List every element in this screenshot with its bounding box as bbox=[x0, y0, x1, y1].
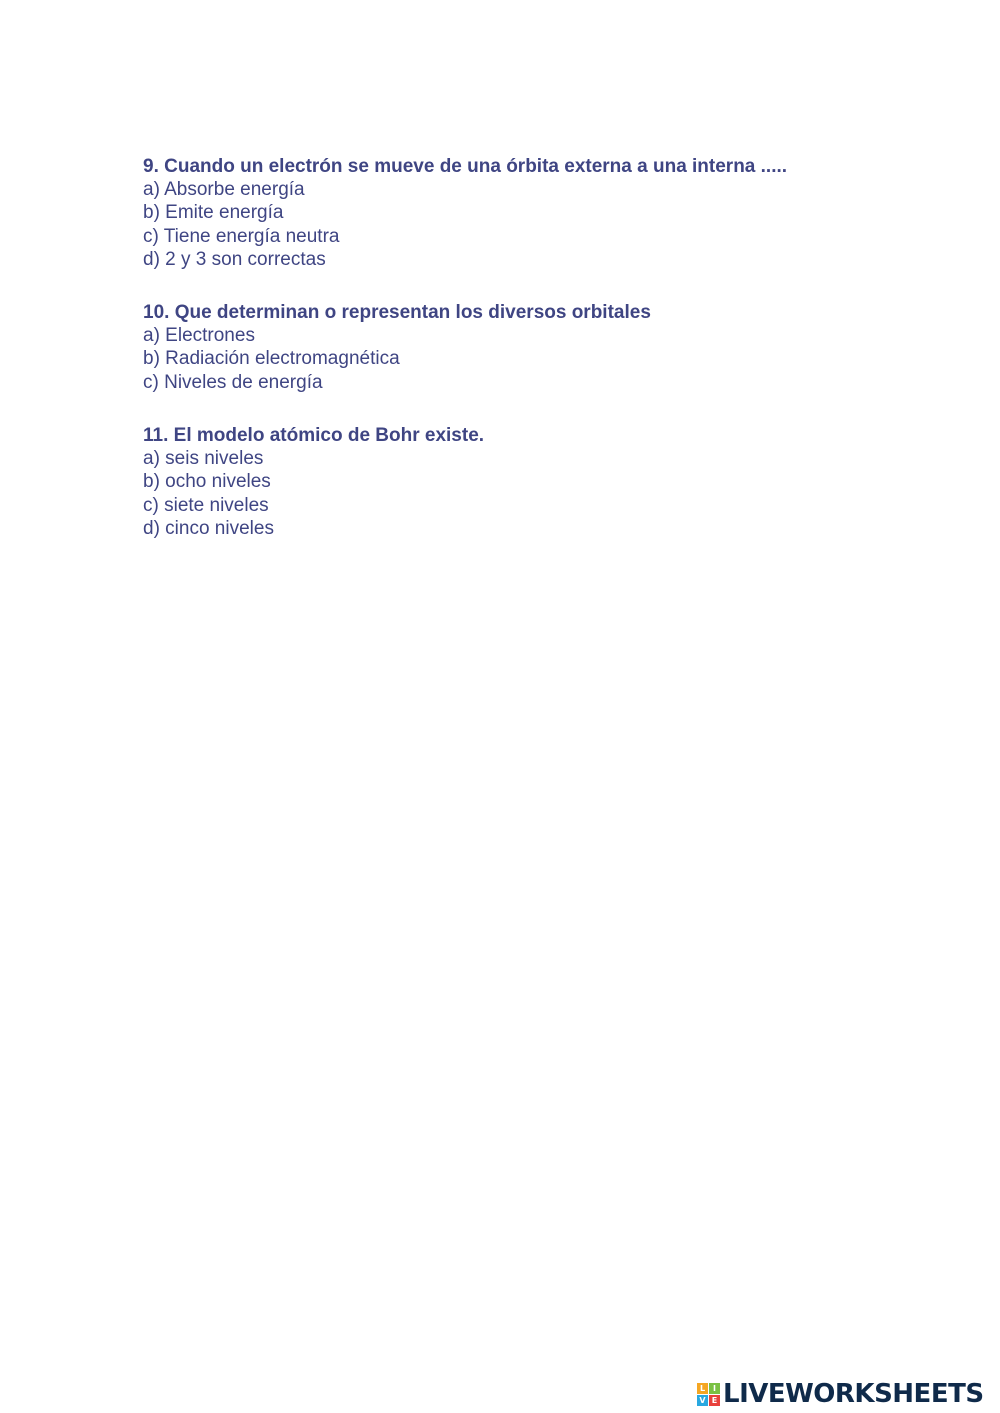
brand-name: LIVEWORKSHEETS bbox=[723, 1379, 984, 1409]
option-d[interactable]: d) 2 y 3 son correctas bbox=[143, 248, 326, 270]
option-b[interactable]: b) Radiación electromagnética bbox=[143, 348, 400, 370]
question-text: 9. Cuando un electrón se mueve de una órbita externa a una interna ..... bbox=[143, 156, 788, 177]
option-c[interactable]: c) Niveles de energía bbox=[143, 371, 323, 393]
liveworksheets-logo bbox=[697, 1378, 984, 1410]
question-text: 11. El modelo atómico de Bohr existe. bbox=[143, 425, 485, 447]
logo-letter-l: L bbox=[697, 1383, 708, 1394]
option-c[interactable]: c) siete niveles bbox=[143, 494, 269, 516]
logo-letter-e: E bbox=[709, 1395, 720, 1406]
question-10 bbox=[143, 301, 943, 394]
logo-letter-i: I bbox=[709, 1383, 720, 1394]
option-b[interactable]: b) Emite energía bbox=[143, 202, 284, 224]
option-a[interactable]: a) Absorbe energía bbox=[143, 179, 305, 200]
option-a[interactable]: a) seis niveles bbox=[143, 448, 264, 470]
option-d[interactable]: d) cinco niveles bbox=[143, 517, 274, 539]
option-b[interactable]: b) ocho niveles bbox=[143, 471, 271, 493]
option-c[interactable]: c) Tiene energía neutra bbox=[143, 225, 340, 247]
option-a[interactable]: a) Electrones bbox=[143, 325, 255, 347]
worksheet bbox=[143, 155, 943, 570]
logo-icon bbox=[697, 1383, 720, 1406]
question-9 bbox=[143, 155, 943, 271]
question-11 bbox=[143, 424, 943, 540]
question-text: 10. Que determinan o representan los diversos orbitales bbox=[143, 302, 651, 324]
logo-letter-v: V bbox=[697, 1395, 708, 1406]
